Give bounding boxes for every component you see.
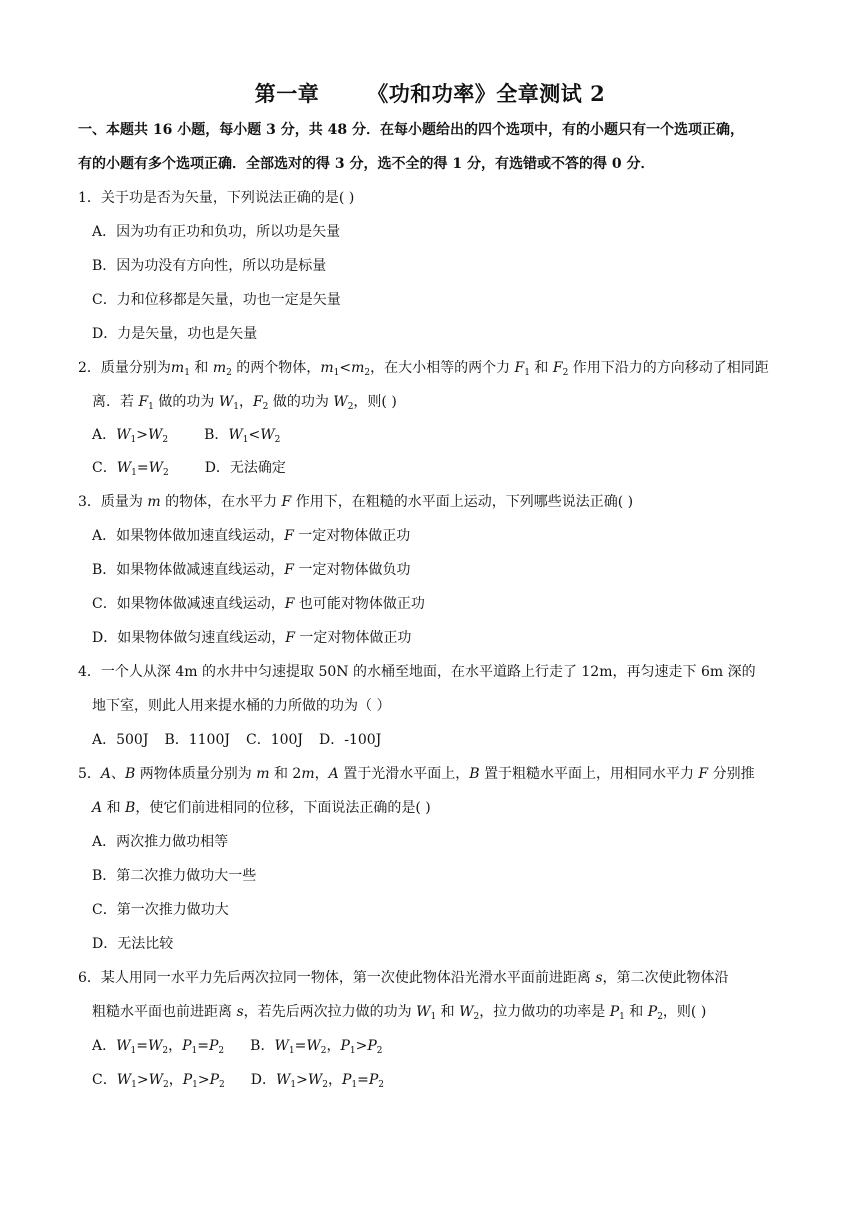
- page-title: [0, 78, 860, 108]
- question-3-option-c: C．如果物体做减速直线运动，F 也可能对物体做正功: [92, 596, 425, 612]
- question-2-option-b: B．$W_1<W_2$: [204, 427, 281, 445]
- question-4-stem-line-2: 地下室，则此人用来提水桶的力所做的功为（ ）: [92, 698, 391, 714]
- question-5-option-b: B．第二次推力做功大一些: [92, 868, 257, 884]
- question-4-option-c: C．100J: [245, 732, 304, 748]
- question-6-options-ab: [92, 1036, 382, 1056]
- question-2-option-d: D．无法确定: [204, 460, 286, 476]
- question-2-option-a: A．$W_1>W_2$: [92, 427, 169, 445]
- question-6-option-a: A．$W_1=W_2$，$P_1=P_2$: [92, 1038, 225, 1056]
- question-5-stem-line-1: 5．A、B 两物体质量分别为 m 和 2m，A 置于光滑水平面上，B 置于粗糙水平面上，用相同水平力 F 分别推: [78, 766, 755, 782]
- question-4-stem-line-1: 4．一个人从深 4m 的水井中匀速提取 50N 的水桶至地面，在水平道路上行走了 12m，再匀速走下 6m 深的: [78, 664, 756, 680]
- question-5-option-a: A．两次推力做功相等: [92, 834, 229, 850]
- question-4-option-b: B．1100J: [164, 732, 230, 748]
- question-2-options-cd: [92, 458, 286, 478]
- question-4-option-a: A．500J: [92, 732, 149, 748]
- question-3-stem: 3．质量为 m 的物体，在水平力 F 作用下，在粗糙的水平面上运动，下列哪些说法正确( ): [78, 494, 634, 510]
- question-5-option-d: D．无法比较: [92, 936, 174, 952]
- question-2-stem-line-2: 离．若 $F_1$ 做的功为 $W_1$，$F_2$ 做的功为 $W_2$，则( ): [92, 394, 397, 412]
- chapter-label: 第一章: [254, 81, 320, 106]
- question-3-option-b: B．如果物体做减速直线运动，F 一定对物体做负功: [92, 562, 411, 578]
- question-6-options-cd: [92, 1070, 384, 1090]
- chapter-name: 《功和功率》全章测试 2: [367, 81, 606, 106]
- section-instructions-line-2: 有的小题有多个选项正确．全部选对的得 3 分，选不全的得 1 分，有选错或不答的得 0 分．: [78, 156, 655, 172]
- question-1-option-b: B．因为功没有方向性，所以功是标量: [92, 258, 327, 274]
- question-1-option-d: D．力是矢量，功也是矢量: [92, 326, 258, 342]
- question-6-option-d: D．$W_1>W_2$，$P_1=P_2$: [250, 1072, 385, 1090]
- question-5-option-c: C．第一次推力做功大: [92, 902, 229, 918]
- question-6-option-c: C．$W_1>W_2$，$P_1>P_2$: [92, 1072, 225, 1090]
- question-2-option-c: C．$W_1=W_2$: [92, 460, 169, 478]
- question-3-option-d: D．如果物体做匀速直线运动，F 一定对物体做正功: [92, 630, 412, 646]
- question-6-option-b: B．$W_1=W_2$，$P_1>P_2$: [250, 1038, 383, 1056]
- question-4-options: [92, 730, 381, 750]
- question-1-stem: 1．关于功是否为矢量，下列说法正确的是( ): [78, 190, 355, 206]
- question-3-option-a: A．如果物体做加速直线运动，F 一定对物体做正功: [92, 528, 411, 544]
- question-2-options-ab: [92, 425, 280, 445]
- question-5-stem-line-2: A 和 B，使它们前进相同的位移，下面说法正确的是( ): [92, 800, 431, 816]
- question-4-option-d: D．-100J: [319, 732, 382, 748]
- question-6-stem-line-1: 6．某人用同一水平力先后两次拉同一物体，第一次使此物体沿光滑水平面前进距离 s，第二次使此物体沿: [78, 970, 729, 986]
- section-instructions-line-1: 一、本题共 16 小题，每小题 3 分，共 48 分．在每小题给出的四个选项中，有的小题只有一个选项正确，: [78, 122, 744, 138]
- question-1-option-c: C．力和位移都是矢量，功也一定是矢量: [92, 292, 341, 308]
- question-1-option-a: A．因为功有正功和负功，所以功是矢量: [92, 224, 341, 240]
- question-6-stem-line-2: 粗糙水平面也前进距离 s，若先后两次拉力做的功为 $W_1$ 和 $W_2$，拉力做功的功率是 $P_1$ 和 $P_2$，则( ): [92, 1004, 707, 1022]
- question-2-stem-line-1: 2．质量分别为$m_1$ 和 $m_2$ 的两个物体，$m_1<m_2$，在大小相等的两个力 $F_1$ 和 $F_2$ 作用下沿力的方向移动了相同距: [78, 360, 769, 378]
